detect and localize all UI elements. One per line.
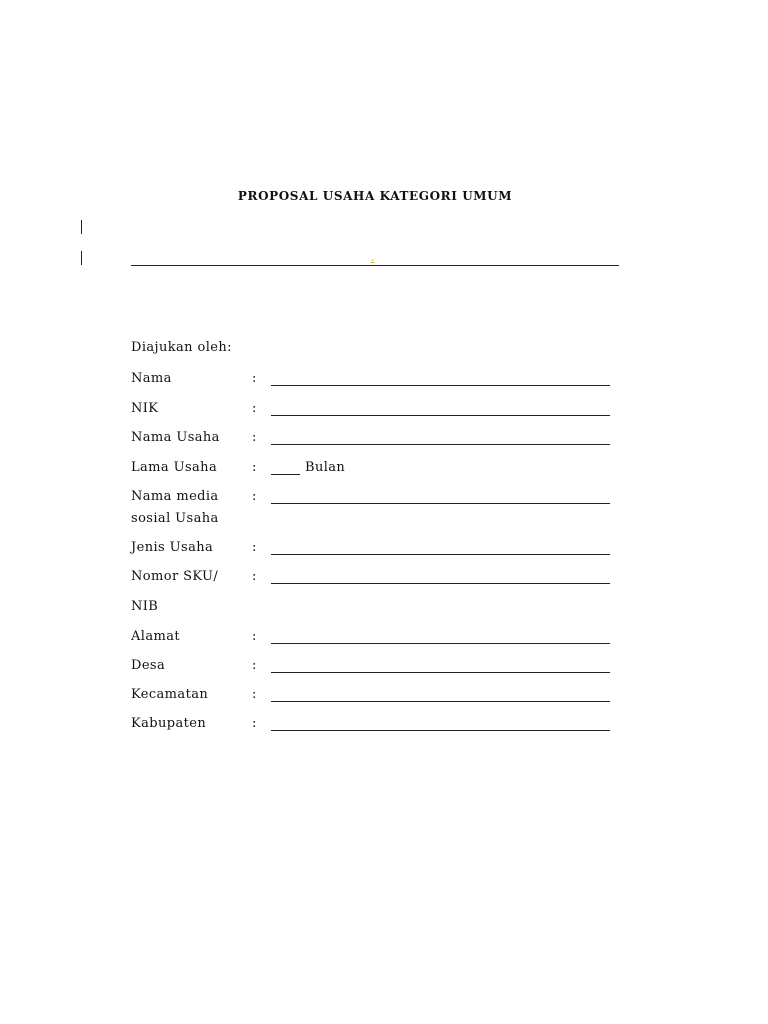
field-label-line-1: Nama media	[131, 489, 219, 504]
blank-line[interactable]	[271, 583, 610, 584]
field-label: Alamat	[131, 629, 180, 644]
field-colon: :	[252, 489, 257, 504]
field-nama-media-sosial	[131, 486, 611, 530]
field-colon: :	[252, 371, 257, 386]
field-kabupaten	[131, 713, 611, 757]
blank-line[interactable]	[271, 385, 610, 386]
field-colon: :	[252, 687, 257, 702]
yellow-marker: .	[371, 251, 375, 264]
field-colon: :	[252, 430, 257, 445]
field-nomor-sku-nib	[131, 566, 611, 614]
field-colon: :	[252, 401, 257, 416]
field-label	[131, 566, 251, 618]
blank-line[interactable]	[271, 672, 610, 673]
blank-short-line[interactable]	[271, 474, 300, 475]
blank-line[interactable]	[271, 554, 610, 555]
blank-line[interactable]	[271, 701, 610, 702]
field-label: Nama	[131, 371, 172, 386]
field-colon: :	[252, 658, 257, 673]
field-label: Nama Usaha	[131, 430, 220, 445]
field-colon: :	[252, 629, 257, 644]
field-label: Desa	[131, 658, 166, 673]
field-label: Kecamatan	[131, 687, 209, 702]
field-label: Kabupaten	[131, 716, 207, 731]
field-colon: :	[252, 460, 257, 475]
field-label-line-2: sosial Usaha	[131, 511, 219, 526]
field-label: Jenis Usaha	[131, 540, 214, 555]
blank-line[interactable]	[271, 730, 610, 731]
field-label-line-2: NIB	[131, 599, 159, 614]
field-colon: :	[252, 540, 257, 555]
blank-line[interactable]	[271, 415, 610, 416]
unit-text: Bulan	[305, 460, 346, 475]
horizontal-rule	[131, 265, 619, 266]
change-bar-1	[81, 220, 82, 234]
blank-line[interactable]	[271, 503, 610, 504]
change-bar-2	[81, 251, 82, 265]
field-label: Lama Usaha	[131, 460, 218, 475]
field-label: NIK	[131, 401, 159, 416]
blank-line[interactable]	[271, 444, 610, 445]
field-label	[131, 486, 251, 530]
page-title: PROPOSAL USAHA KATEGORI UMUM	[237, 189, 513, 203]
field-label-line-1: Nomor SKU/	[131, 569, 219, 584]
field-colon: :	[252, 716, 257, 731]
field-colon: :	[252, 569, 257, 584]
blank-line[interactable]	[271, 643, 610, 644]
submitted-by-heading: Diajukan oleh:	[131, 340, 232, 355]
